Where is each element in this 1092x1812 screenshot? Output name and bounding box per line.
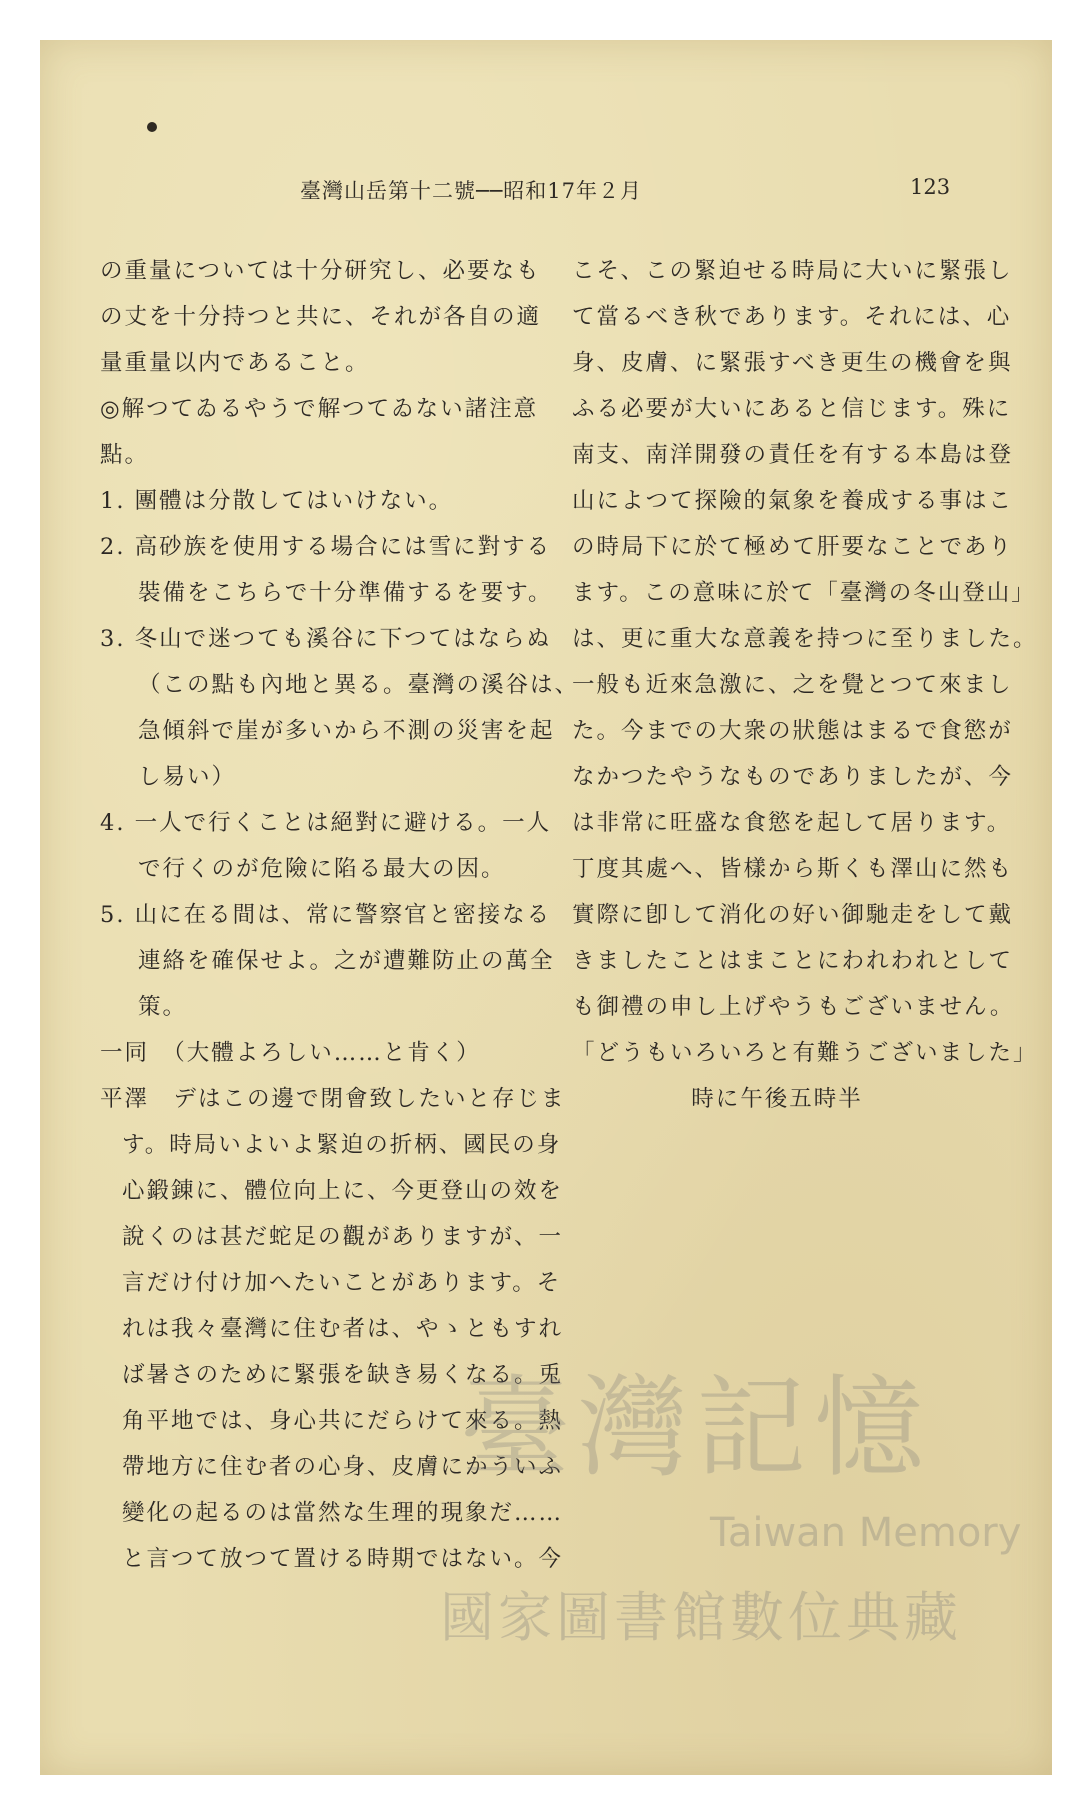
text-line: 變化の起るのは當然な生理的現象だ…… [122,1500,564,1526]
text-line: ます。この意味に於て「臺灣の冬山登山」 [572,580,1036,606]
text-line: 4. 一人で行くことは絕對に避ける。一人 [100,810,552,836]
text-line: こそ、この緊迫せる時局に大いに緊張し [572,258,1013,284]
text-line: で行くのが危險に陷る最大の因。 [138,856,506,882]
text-line: れは我々臺灣に住む者は、やゝともすれ [122,1316,564,1342]
text-line: 量重量以内であること。 [100,350,370,376]
text-line: （この點も內地と異る。臺灣の溪谷は、 [138,672,580,698]
text-line: 南支、南洋開發の責任を有する本島は登 [572,442,1014,468]
text-line: と言つて放つて置ける時期ではない。今 [122,1546,564,1572]
watermark-logo-latin: Taiwan Memory [710,1510,1022,1556]
left-text-column [100,248,580,1582]
text-line: 3. 冬山で迷つても溪谷に下つてはならぬ [100,626,552,652]
text-line: 策。 [138,994,188,1020]
text-line: 時に午後五時半 [691,1086,863,1112]
text-line: 說くのは甚だ蛇足の觀がありますが、一 [122,1224,564,1250]
text-line: て當るべき秋であります。それには、心 [572,304,1012,330]
text-line: 裝備をこちらで十分準備するを要す。 [138,580,553,606]
text-line: 實際に卽して消化の好い御馳走をして戴 [572,902,1014,928]
text-line: 角平地では、身心共にだらけて來る。熱 [122,1408,564,1434]
text-line: 身、皮膚、に緊張すべき更生の機會を與 [572,350,1013,376]
text-line: す。時局いよいよ緊迫の折柄、國民の身 [122,1132,562,1158]
text-line: も御禮の申し上げやうもございません。 [572,994,1015,1020]
text-line: 帶地方に住む者の心身、皮膚にかういふ [122,1454,564,1480]
text-line: ば暑さのために緊張を缺き易くなる。兎 [122,1362,564,1388]
text-line: 點。 [100,442,150,468]
text-line: 5. 山に在る間は、常に警察官と密接なる [100,902,552,928]
text-line: ふる必要が大いにあると信じます。殊に [572,396,1012,422]
text-line: 一般も近來急激に、之を覺とつて來まし [572,672,1013,698]
watermark-organization: 國家圖書館數位典藏 [440,1586,962,1649]
watermark-logo-kanji: 臺灣記憶 [460,1364,932,1492]
text-line: 連絡を確保せよ。之が遭難防止の萬全 [138,948,555,974]
text-line: の重量については十分研究し、必要なも [100,258,541,284]
text-line: 平澤 デはこの邊で閉會致したいと存じま [100,1086,566,1112]
text-line: し易い） [138,764,237,790]
text-line: た。今までの大衆の狀態はまるで食慾が [572,718,1013,744]
text-line: は、更に重大な意義を持つに至りました。 [572,626,1038,652]
text-line: 1. 團體は分散してはいけない。 [100,488,454,514]
page-number: 123 [910,175,951,199]
text-line: 急傾斜で崖が多いから不測の災害を起 [138,718,555,744]
running-header-title: 臺灣山岳第十二號──昭和17年２月 [300,179,643,203]
text-line: の丈を十分持つと共に、それが各自の適 [100,304,542,330]
text-line: 「どうもいろいろと有難うございました」 [572,1040,1038,1066]
text-line: なかつたやうなものでありましたが、今 [572,764,1014,790]
text-line: 山によつて探險的氣象を養成する事はこ [572,488,1014,514]
text-line: 2. 高砂族を使用する場合には雪に對する [100,534,552,560]
text-line: 丁度其處へ、皆樣から斯くも澤山に然も [572,856,1014,882]
ink-dot [147,122,157,132]
text-line: ◎解つてゐるやうで解つてゐない諸注意 [100,396,539,422]
text-line: 心鍛錬に、體位向上に、今更登山の效を [122,1178,564,1204]
text-line: きましたことはまことにわれわれとして [572,948,1014,974]
text-line: 一同 （大體よろしい……と肯く） [100,1040,481,1066]
right-text-column [572,248,1038,1122]
text-line: は非常に旺盛な食慾を起して居ります。 [572,810,1012,836]
text-line: 言だけ付け加へたいことがあります。そ [122,1270,562,1296]
text-line: の時局下に於て極めて肝要なことであり [572,534,1014,560]
